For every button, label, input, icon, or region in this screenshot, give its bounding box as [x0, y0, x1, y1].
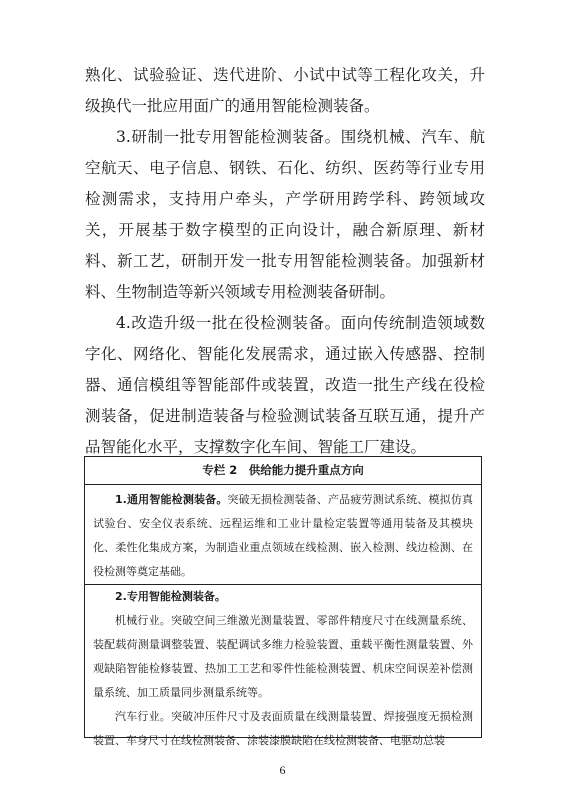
paragraph-1: 熟化、试验验证、迭代进阶、小试中试等工程化攻关，升级换代一批应用面广的通用智能检测装备。 — [85, 66, 485, 115]
box-auto-text: 汽车行业。突破冲压件尺寸及表面质量在线测量装置、焊接强度无损检测装置、车身尺寸在线检测装备、涂装漆膜缺陷在线检测装备、电驱动总装 — [93, 710, 473, 747]
paragraph-3: 4.改造升级一批在役检测装备。面向传统制造领域数字化、网络化、智能化发展需求，通过嵌入传感器、控制器、通信模组等智能部件或装置，改造一批生产线在役检测装备，促进制造装备与检验测试装备互联互通，提升产品智能化水平，支撑数字化车间、智能工厂建设。 — [85, 314, 485, 456]
box-body — [85, 485, 481, 753]
sidebar-box — [84, 456, 482, 747]
box-item-1 — [93, 488, 473, 584]
page-number: 6 — [279, 763, 286, 777]
box-item-1-text: 突破无损检测装备、产品疲劳测试系统、模拟仿真试验台、安全仪表系统、远程运维和工业计量检定装置等通用装备及其模块化、柔性化集成方案，为制造业重点领域在线检测、嵌入检测、线边检测、在役检测等奠定基础。 — [93, 493, 473, 578]
paragraph-2: 3.研制一批专用智能检测装备。围绕机械、汽车、航空航天、电子信息、钢铁、石化、纺织、医药等行业专用检测需求，支持用户牵头，产学研用跨学科、跨领域攻关，开展基于数字模型的正向设计，融合新原理、新材料、新工艺，研制开发一批专用智能检测装备。加强新材料、生物制造等新兴领域专用检测装备研制。 — [85, 128, 485, 301]
body-text — [85, 60, 485, 463]
box-item-2-heading: 2.专用智能检测装备。 — [115, 590, 226, 603]
box-machinery-text: 机械行业。突破空间三维激光测量装置、零部件精度尺寸在线测量系统、装配载荷测量调整装置、装配调试多维力检验装置、重载平衡性测量装置、外观缺陷智能检修装置、热加工工艺和零件性能检测装置、机床空间误差补偿测量系统、加工质量同步测量系统等。 — [93, 614, 473, 699]
box-title: 专栏 2 供给能力提升重点方向 — [85, 457, 481, 485]
box-item-1-heading: 1.通用智能检测装备。 — [115, 493, 228, 506]
